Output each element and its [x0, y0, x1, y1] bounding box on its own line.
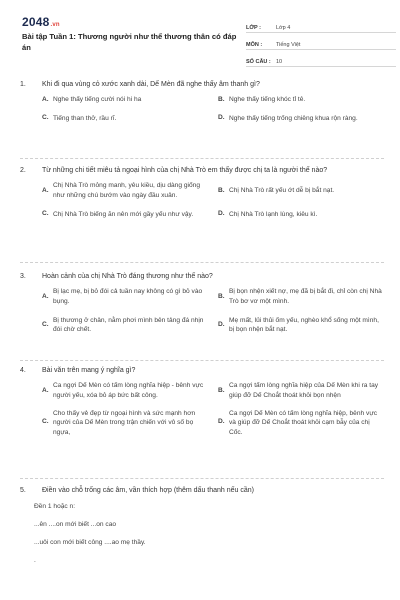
- question-1: [20, 80, 384, 124]
- option-b[interactable]: B. Ca ngợi tấm lòng nghĩa hiệp của Dế Mèn khi ra tay giúp đỡ Dế Choắt thoát khỏi bọn nhện: [218, 382, 379, 399]
- option-d[interactable]: D. Chị Nhà Trò lạnh lùng, kiêu kì.: [218, 209, 318, 218]
- options: [42, 181, 384, 219]
- options: [42, 95, 384, 123]
- options: [42, 287, 384, 334]
- option-c[interactable]: C. Bị thương ở chân, nằm phơi mình bên tảng đá nhịn đói chờ chết.: [42, 316, 204, 334]
- divider: [20, 360, 384, 361]
- option-a[interactable]: A. Nghe thấy tiếng cười nói hi ha: [42, 95, 142, 104]
- option-c[interactable]: C. Chị Nhà Trò biếng ăn nên mới gầy yếu như vậy.: [42, 209, 194, 218]
- meta-row-class: [246, 18, 396, 33]
- divider: [20, 158, 384, 159]
- question-3: [20, 272, 384, 335]
- worksheet-title: Bài tập Tuần 1: Thương người như thể thương thân có đáp án: [22, 32, 237, 52]
- question-text: Điền vào chỗ trống các âm, vần thích hợp (thêm dấu thanh nếu cần): [42, 487, 254, 494]
- question-4: [20, 366, 384, 437]
- fill-line[interactable]: ...ên ....on mới biết ...on cao: [34, 521, 117, 529]
- question-2: [20, 166, 384, 219]
- meta-row-subject: [246, 35, 396, 50]
- question-number: 2.: [20, 167, 26, 174]
- question-text: Từ những chi tiết miêu tả ngoại hình của chị Nhà Trò em thấy được chị ta là người thế nào?: [42, 167, 328, 174]
- question-number: 1.: [20, 81, 26, 88]
- meta-key: SỐ CÂU :: [246, 58, 271, 65]
- meta-value: Lớp 4: [276, 24, 291, 31]
- option-a[interactable]: A. Bị lạc mẹ, bị bỏ đói cả tuần nay không có gì bỏ vào bụng.: [42, 288, 203, 305]
- option-b[interactable]: B. Bị bọn nhện xiết nợ, mẹ đã bị bắt đi, chỉ còn chị Nhà Trò bơ vơ một mình.: [218, 288, 382, 305]
- meta-value: Tiếng Việt: [276, 41, 301, 48]
- option-b[interactable]: B. Nghe thấy tiếng khóc tỉ tê.: [218, 95, 306, 104]
- option-a[interactable]: A. Chị Nhà Trò mỏng manh, yêu kiều, dịu dàng giống như những chú bướm vào ngày đầu xuân.: [42, 182, 200, 199]
- option-b[interactable]: B. Chị Nhà Trò rất yếu ớt dễ bị bắt nạt.: [218, 186, 335, 195]
- logo-suffix: .vn: [50, 22, 60, 28]
- meta-value: 10: [276, 58, 283, 65]
- option-d[interactable]: D. Ca ngợi Dế Mèn có tấm lòng nghĩa hiệp, bênh vực và giúp đỡ Dế Choắt thoát khỏi cạm bẫy của chị Cốc.: [218, 409, 378, 436]
- question-text: Hoàn cảnh của chị Nhà Trò đáng thương như thế nào?: [42, 273, 213, 280]
- worksheet-header: [20, 10, 380, 72]
- meta-info: [246, 18, 396, 69]
- question-number: 5.: [20, 487, 26, 494]
- option-c[interactable]: C. Cho thấy vẻ đẹp từ ngoại hình và sức mạnh hơn người của Dế Mèn trong trận chiến với vô số bọ ngựa,: [42, 409, 196, 436]
- options: [42, 381, 384, 437]
- option-a[interactable]: A. Ca ngợi Dế Mèn có tấm lòng nghĩa hiệp - bênh vực người yếu, xóa bỏ áp bức bất công.: [42, 382, 204, 399]
- question-number: 3.: [20, 273, 26, 280]
- option-d[interactable]: D. Mẹ mất, lủi thủi ốm yếu, nghèo khổ sống một mình, bị bọn nhện bắt nạt.: [218, 316, 379, 334]
- fill-in-lines: [34, 503, 384, 566]
- divider: [20, 262, 384, 263]
- fill-line[interactable]: ...uôi con mới biết công ....ao mẹ thầy.: [34, 539, 146, 547]
- question-text: Bài văn trên mang ý nghĩa gì?: [42, 367, 136, 374]
- question-text: Khi đi qua vùng cỏ xước xanh dài, Dế Mèn đã nghe thấy âm thanh gì?: [42, 81, 260, 88]
- question-5: [20, 486, 384, 575]
- divider: [20, 478, 384, 479]
- option-c[interactable]: C. Tiếng than thở, rầu rĩ.: [42, 114, 117, 122]
- meta-key: MÔN :: [246, 41, 263, 48]
- fill-line: Đền 1 hoặc n:: [34, 503, 76, 511]
- option-d[interactable]: D. Nghe thấy tiếng trống chiêng khua rộn ràng.: [218, 114, 358, 122]
- meta-key: LỚP :: [246, 24, 261, 31]
- meta-row-count: [246, 52, 396, 67]
- question-number: 4.: [20, 367, 26, 374]
- logo-main: 2048: [22, 15, 50, 29]
- site-logo[interactable]: [22, 14, 60, 30]
- fill-line: .: [34, 557, 36, 565]
